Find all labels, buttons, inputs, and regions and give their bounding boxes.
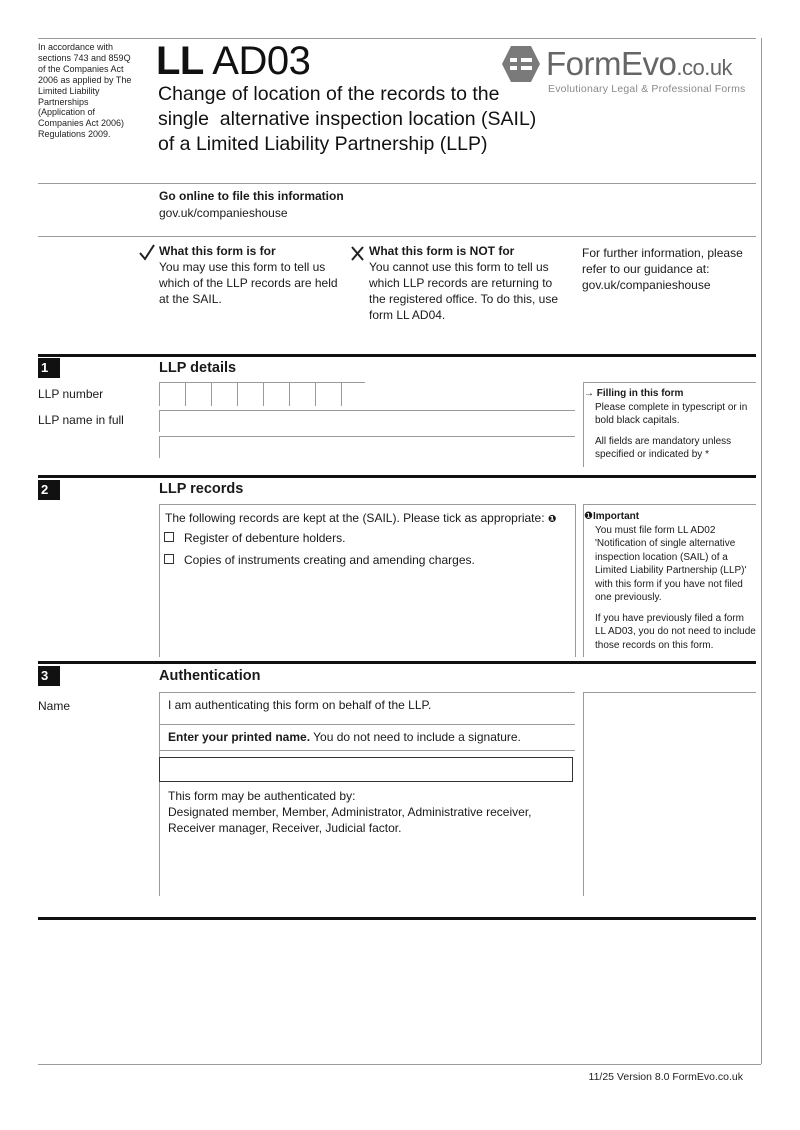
authorised-by-list: Designated member, Member, Administrator, Administrative receiver, [168,805,532,819]
section-rule [38,354,756,357]
filling-note-text: Please complete in typescript or in bold black capitals. [595,401,748,426]
checkbox[interactable] [164,532,174,542]
form-title-line: Change of location of the records to the [158,83,500,105]
digit-box[interactable] [159,382,183,406]
records-intro [165,511,556,525]
printed-name-bold: Enter your printed name. [168,730,311,744]
printed-name-instruction [168,730,521,744]
digit-box[interactable] [315,382,339,406]
divider [38,236,756,237]
auth-box-left [159,692,160,896]
auth-divider [159,724,575,725]
llp-number-label: LLP number [38,387,104,401]
digit-box[interactable] [263,382,287,406]
section-title: LLP details [159,360,237,376]
important-note [584,510,756,652]
records-box-top [159,504,575,505]
form-code-prefix: LL [156,39,204,83]
filling-note-text: All fields are mandatory unless specified or indicated by * [595,435,732,460]
logo-tagline: Evolutionary Legal & Professional Forms [548,83,746,95]
records-box-right [575,504,576,657]
note-rule [583,382,756,383]
option-charges[interactable] [164,553,475,567]
what-not-for-heading: What this form is NOT for [369,244,515,258]
what-for-heading: What this form is for [159,244,276,258]
option-label: Register of debenture holders. [184,531,346,545]
authorised-by [168,788,532,836]
authorised-by-heading: This form may be authenticated by: [168,789,356,803]
option-label: Copies of instruments creating and amending charges. [184,553,475,567]
form-title [158,82,538,157]
section-rule [38,661,756,664]
llp-name-label: LLP name in full [38,413,124,427]
legal-note: In accordance with sections 743 and 859Q of the Companies Act 2006 as applied by The Limited Liability Partnerships (Application of Companies Act 2006) Regulations 2009. [38,42,132,140]
online-heading: Go online to file this information [159,189,344,203]
digit-box[interactable] [211,382,235,406]
important-note-text: If you have previously filed a form LL AD03, you do not need to include those records on this form. [595,612,756,651]
what-for [159,244,339,307]
info-icon: ❶ [547,514,557,525]
printed-name-input[interactable] [159,757,573,782]
digit-box[interactable] [185,382,209,406]
important-note-heading: Important [592,511,640,522]
further-info: For further information, please refer to our guidance at: gov.uk/companieshouse [582,246,743,292]
records-box-left [159,504,160,657]
footer-version: 11/25 Version 8.0 FormEvo.co.uk [588,1071,743,1083]
digit-box[interactable] [341,382,365,406]
digit-box[interactable] [237,382,261,406]
authorised-by-list: Receiver manager, Receiver, Judicial factor. [168,821,402,835]
printed-name-rest: You do not need to include a signature. [313,730,521,744]
top-rule [38,38,756,39]
what-for-body: You may use this form to tell us which of the LLP records are held at the SAIL. [159,260,338,306]
logo-wordmark [546,44,732,88]
checkbox[interactable] [164,554,174,564]
right-border [761,38,762,1064]
records-intro-text: The following records are kept at the (SAIL). Please tick as appropriate: [165,511,545,525]
name-label: Name [38,699,71,713]
digit-box[interactable] [289,382,313,406]
section-rule [38,475,756,478]
section-end-rule [38,917,756,920]
arrow-right-icon: → [584,388,594,399]
check-icon [138,243,156,261]
section-number: 3 [38,666,60,686]
form-title-line: of a Limited Liability Partnership (LLP) [158,133,488,155]
cross-icon [350,246,365,261]
section-title: Authentication [159,668,261,684]
online-link[interactable]: gov.uk/companieshouse [159,206,288,220]
divider [38,183,756,184]
auth-divider [159,750,575,751]
filling-note-heading: Filling in this form [596,388,684,399]
footer-rule [38,1064,761,1065]
note-border [583,692,584,896]
what-not-for [369,244,559,323]
auth-box-top [159,692,575,693]
section-title: LLP records [159,481,244,497]
digit-box-top [159,382,364,383]
form-code [156,38,310,84]
note-rule [583,692,756,693]
form-code-number: AD03 [212,39,311,83]
option-debenture[interactable] [164,531,345,545]
what-not-for-body: You cannot use this form to tell us which LLP records are returning to the registered office. To do this, use form LL AD04. [369,260,559,322]
section-number: 1 [38,358,60,378]
llp-name-input-line2[interactable] [159,436,575,458]
logo-suffix: .co.uk [676,55,733,80]
info-icon: ❶ [584,511,593,522]
section-number: 2 [38,480,60,500]
formevo-logo-icon [501,44,541,84]
important-note-text: You must file form LL AD02 'Notification of single alternative inspection location (SAIL) of a Limited Liability Partnership (LLP)' with this form if you have not filed one previously. [595,524,747,603]
filling-note [584,387,756,462]
form-title-line: single alternative inspection location (SAIL) [158,108,537,130]
llp-name-input-line1[interactable] [159,410,575,432]
auth-statement: I am authenticating this form on behalf of the LLP. [168,698,432,712]
note-rule [583,504,756,505]
logo-main: FormEvo [546,45,677,82]
